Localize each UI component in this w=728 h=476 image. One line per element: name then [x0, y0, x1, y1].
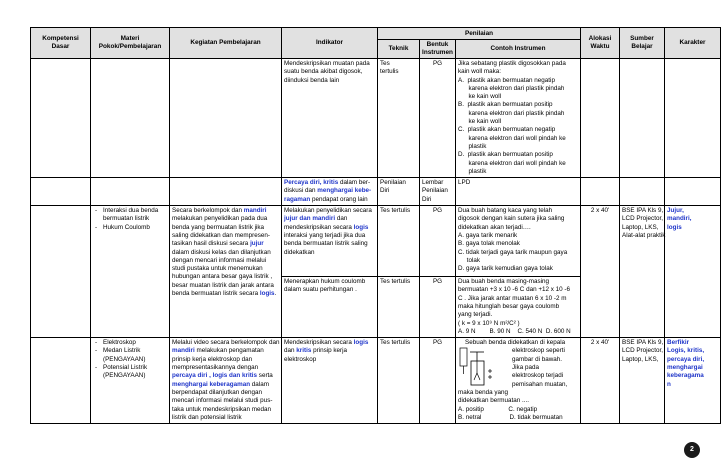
contoh-cell: LPD — [456, 178, 581, 206]
alokasi-cell: 2 x 40' — [581, 338, 620, 424]
karakter-cell — [665, 178, 721, 206]
teknik-cell: Tes tertulis — [378, 206, 420, 277]
kompetensi-cell — [31, 338, 91, 424]
materi-cell — [91, 59, 170, 178]
kegiatan-text: . — [274, 290, 277, 298]
indikator-cell: Mendeskripsikan muatan pada suatu benda akibat digosok, diinduksi benda lain — [282, 59, 378, 178]
kegiatan-text: melakukan pengamatan prinsip kerja elektroskop dan mempresentasikannya dengan — [172, 347, 264, 372]
alokasi-cell: 2 x 40' — [581, 206, 620, 338]
sumber-cell: BSE IPA Kls 9, LCD Projector, Laptop, LKS, — [620, 338, 665, 424]
contoh-cell: Dua buah benda masing-masing bermuatan +3 x 10 -6 C dan +12 x 10 -6 C . Jika jarak antar muatan 6 x 10 -2 m maka hitunglah besar gaya coulomb yang terjadi. ( k = 9 x 10⁹ N m²/C² ) A. 9 N B. 90 N C. 540 N D. 600 N — [456, 277, 581, 338]
header-kompetensi: Kompetensi Dasar — [31, 28, 91, 59]
indikator-text: interaksi yang terjadi jika dua benda bermuatan listrik saling didekatkan — [284, 231, 368, 256]
kegiatan-text: serta — [258, 372, 273, 380]
karakter-cell: Jujur, mandiri, logis — [665, 206, 721, 338]
kegiatan-text: melakukan penyelidikan pada dua benda yang bermuatan listrik jika saling didekatkan dan mempresen- tasikan hasil diskusi secara — [172, 215, 271, 248]
kompetensi-cell — [31, 178, 91, 206]
indikator-highlight: kritis — [296, 347, 312, 355]
table-row — [31, 338, 721, 424]
table-row — [31, 206, 721, 277]
contoh-side-text: elektroskop seperti gambar di bawah. Jika pada elektroskop terjadi pemisahan muatan, maka benda yang — [458, 347, 568, 396]
list-item: - Interaksi dua benda bermuatan listrik — [93, 207, 167, 224]
kegiatan-cell — [170, 59, 282, 178]
indikator-text: pendapat orang lain — [310, 195, 368, 203]
kegiatan-highlight: logis — [259, 290, 275, 298]
materi-cell — [91, 178, 170, 206]
header-alokasi: Alokasi Waktu — [581, 28, 620, 59]
list-item: - Hukum Coulomb — [93, 224, 167, 232]
header-sumber: Sumber Belajar — [620, 28, 665, 59]
teknik-cell: Tes tertulis — [378, 277, 420, 338]
indikator-text: Melakukan penyelidikan secara — [284, 207, 372, 215]
karakter-cell — [665, 59, 721, 178]
indikator-text: dan — [284, 347, 295, 355]
kegiatan-highlight: mandiri — [172, 347, 195, 355]
kegiatan-cell — [170, 178, 282, 206]
table-row — [31, 178, 721, 206]
indikator-text: prinsip kerja elektroskop — [284, 347, 348, 363]
indikator-highlight: Percaya diri, kritis — [284, 179, 339, 187]
indikator-highlight: jujur dan mandiri — [284, 215, 336, 223]
bentuk-cell: PG — [420, 277, 456, 338]
header-indikator: Indikator — [282, 28, 378, 59]
indikator-cell — [282, 178, 378, 206]
indikator-text: dan mendeskripsikan secara — [284, 215, 352, 231]
indikator-highlight: logis — [353, 223, 369, 231]
contoh-intro: Sebuah benda didekatkan di kepala — [464, 339, 566, 347]
materi-cell — [91, 338, 170, 424]
kompetensi-cell — [31, 206, 91, 338]
kegiatan-highlight: jujur — [250, 240, 264, 248]
list-item: - Medan Listrik (PENGAYAAN) — [93, 347, 167, 364]
kegiatan-highlight: percaya diri , logis dan kritis — [172, 372, 258, 380]
header-kegiatan: Kegiatan Pembelajaran — [170, 28, 282, 59]
kegiatan-cell — [170, 338, 282, 424]
indikator-cell — [282, 338, 378, 424]
teknik-cell: Tes tertulis — [378, 338, 420, 424]
materi-list — [93, 207, 167, 232]
contoh-cell: Jika sebatang plastik digosokkan pada kain woll maka: A. plastik akan bermuatan negatip karena elektron dari plastik pindah ke kain woll B. plastik akan bermuatan positip karena elektron dari plastik pindah ke kain woll C. plastik akan bermuatan negatip karena elektron dari woll pindah ke plastik D. plastik akan bermuatan positip karena elektron dari woll pindah ke plastik — [456, 59, 581, 178]
indikator-cell — [282, 206, 378, 277]
indikator-highlight: logis — [353, 339, 369, 347]
electroscope-figure — [458, 347, 508, 387]
karakter-cell: Berfikir Logis, kritis, percaya diri, menghargai keberagama n — [665, 338, 721, 424]
bentuk-cell: Lembar Penilaian Diri — [420, 178, 456, 206]
sumber-cell — [620, 178, 665, 206]
header-teknik: Teknik — [378, 40, 420, 59]
kegiatan-highlight: menghargai keberagaman — [172, 380, 251, 388]
alokasi-cell — [581, 178, 620, 206]
contoh-tail: didekatkan bermuatan .... A. positip C. negatip B. netral D. tidak bermuatan — [458, 397, 563, 421]
materi-cell — [91, 206, 170, 338]
alokasi-cell — [581, 59, 620, 178]
kompetensi-cell — [31, 59, 91, 178]
header-karakter: Karakter — [665, 28, 721, 59]
teknik-cell: Tes tertulis — [378, 59, 420, 178]
kegiatan-text: dalam diskusi kelas dan dilanjutkan dengan mencari informasi melalui studi pustaka untuk menemukan hubungan antara besar gaya listrik , besar muatan listrik dan jarak antara benda bermuatan listrik secara — [172, 248, 274, 298]
header-row-1 — [31, 28, 721, 40]
sumber-cell — [620, 59, 665, 178]
bentuk-cell: PG — [420, 338, 456, 424]
indikator-cell: Menerapkan hukum coulomb dalam suatu perhitungan . — [282, 277, 378, 338]
indikator-highlight: menghargai kebe- ragaman — [284, 187, 372, 203]
electroscope-icon — [458, 347, 508, 387]
kegiatan-highlight: mandiri — [243, 207, 267, 215]
teknik-cell: Penilaian Diri — [378, 178, 420, 206]
indikator-text: Mendeskripsikan secara — [284, 339, 354, 347]
bentuk-cell: PG — [420, 59, 456, 178]
header-penilaian: Penilaian — [378, 28, 581, 40]
list-item: - Potensial Listrik (PENGAYAAN) — [93, 364, 167, 381]
page-number: 2 — [684, 442, 700, 458]
kegiatan-text: dalam berpendapat dilanjutkan dengan mencari informasi melalui studi pus- taka untuk mendeskripsikan medan listrik dan potensial listrik — [172, 380, 273, 421]
header-materi: Materi Pokok/Pembelajaran — [91, 28, 170, 59]
materi-list — [93, 339, 167, 380]
table-row — [31, 59, 721, 178]
kegiatan-text: Melalui video secara berkelompok dan — [172, 339, 280, 347]
list-item: - Elektroskop — [93, 339, 167, 347]
kegiatan-cell — [170, 206, 282, 338]
indikator-text: dalam ber- diskusi dan — [284, 179, 371, 195]
sumber-cell: BSE IPA Kls 9, LCD Projector, Laptop, LKS, Alat-alat praktik — [620, 206, 665, 338]
contoh-cell: Dua buah batang kaca yang telah digosok dengan kain sutera jika saling didekatkan akan terjadi…. A. gaya tarik menarik B. gaya tolak menolak C. tidak terjadi gaya tarik maupun gaya tolak D. gaya tarik kemudian gaya tolak — [456, 206, 581, 277]
contoh-cell — [456, 338, 581, 424]
header-contoh: Contoh Instrumen — [456, 40, 581, 59]
header-bentuk: Bentuk Instrumen — [420, 40, 456, 59]
bentuk-cell: PG — [420, 206, 456, 277]
syllabus-table — [30, 27, 721, 424]
kegiatan-text: Secara berkelompok dan — [172, 207, 244, 215]
